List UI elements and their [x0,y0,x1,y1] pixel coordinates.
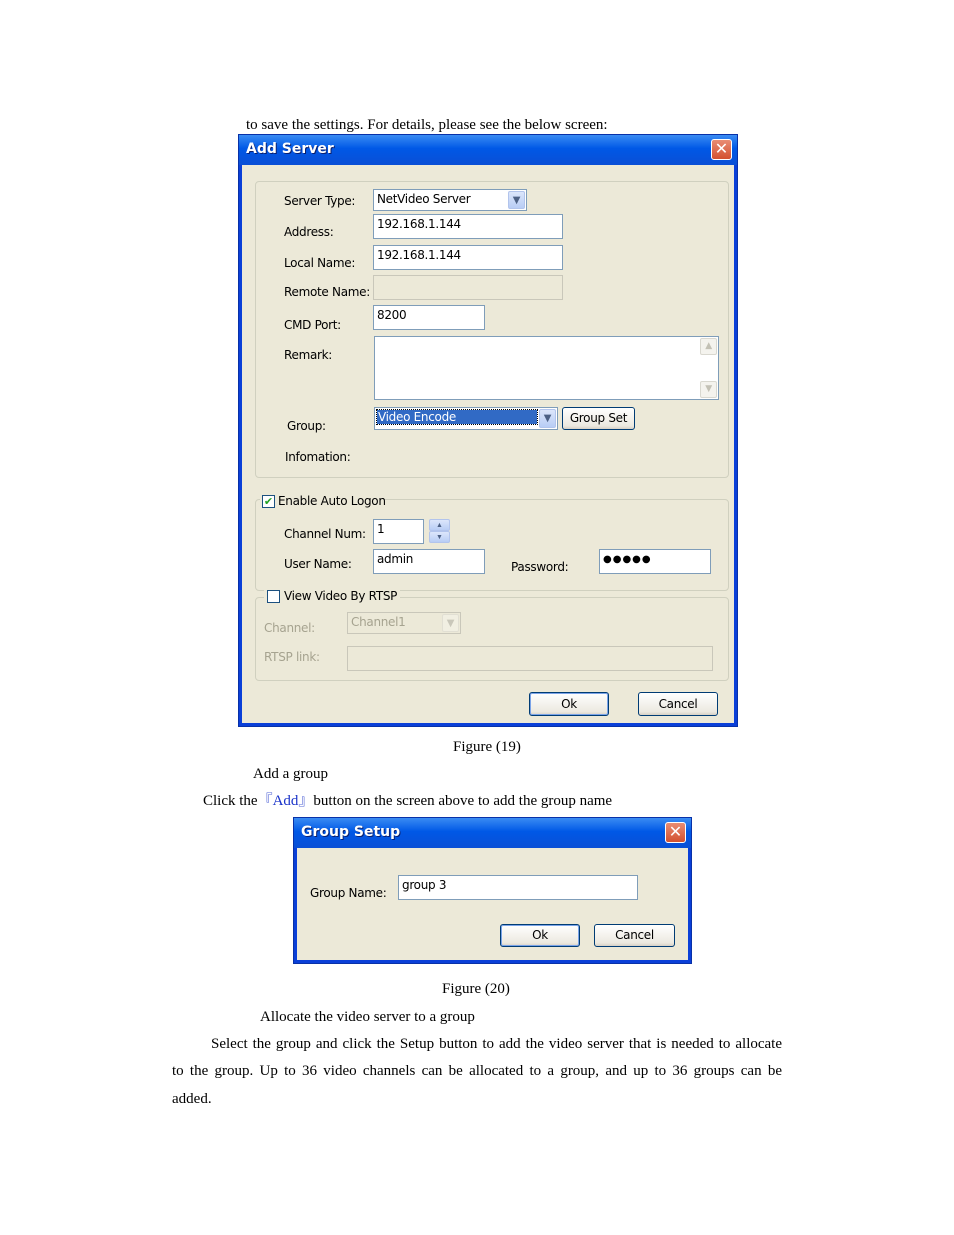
add-server-dialog [238,134,738,727]
chevron-down-icon[interactable]: ▼ [442,614,459,632]
rtsp-label: View Video By RTSP [284,589,398,603]
para-allocate-line-1: Select the group and click the Setup button to add the video server that is needed to allocate [211,1036,782,1052]
auto-logon-group [255,499,729,591]
scroll-down-icon[interactable]: ▼ [700,381,717,398]
para-add-post: button on the screen above to add the group name [313,793,613,809]
ok-button[interactable]: Ok [500,924,580,947]
user-name-label: User Name: [284,557,352,571]
remark-textarea[interactable] [374,336,719,400]
server-type-label: Server Type: [284,194,356,208]
group-label: Group: [287,419,326,433]
heading-add-group: Add a group [253,766,328,782]
channel-select[interactable] [347,612,461,634]
information-label: Infomation: [285,450,351,464]
group-set-button[interactable]: Group Set [562,407,635,430]
cmd-port-label: CMD Port: [284,318,341,332]
chevron-down-icon[interactable]: ▼ [539,409,556,428]
server-type-select[interactable] [373,189,527,211]
title-bar[interactable] [294,818,691,848]
remark-label: Remark: [284,348,333,362]
group-select[interactable] [374,407,558,430]
spin-down-icon[interactable]: ▼ [429,531,450,543]
dialog-client [242,165,734,723]
group-value: Video Encode [377,410,537,424]
remote-name-label: Remote Name: [284,285,370,299]
local-name-input[interactable]: 192.168.1.144 [373,245,563,270]
local-name-label: Local Name: [284,256,356,270]
heading-allocate: Allocate the video server to a group [260,1009,475,1025]
channel-num-input[interactable]: 1 [373,519,424,544]
channel-num-spinner[interactable] [429,519,451,543]
spin-up-icon[interactable]: ▲ [429,519,450,531]
dialog-client [297,848,688,960]
dialog-title: Add Server [246,141,334,157]
address-label: Address: [284,225,334,239]
close-icon[interactable]: ✕ [665,822,686,843]
intro-text: to save the settings. For details, please see the below screen: [246,117,608,133]
cancel-button[interactable]: Cancel [594,924,675,947]
figure-20-caption: Figure (20) [442,981,510,997]
password-label: Password: [511,560,569,574]
auto-logon-label: Enable Auto Logon [278,494,386,508]
rtsp-link-input[interactable] [347,646,713,671]
remote-name-input[interactable] [373,275,563,300]
para-add-pre: Click the [203,793,258,809]
close-icon[interactable]: ✕ [711,139,732,160]
channel-num-label: Channel Num: [284,527,366,541]
user-name-input[interactable]: admin [373,549,485,574]
para-allocate-line-3: added. [172,1091,212,1107]
group-setup-dialog [293,817,692,964]
rtsp-link-label: RTSP link: [264,650,320,664]
address-input[interactable]: 192.168.1.144 [373,214,563,239]
figure-19-caption: Figure (19) [453,739,521,755]
rtsp-header[interactable] [264,588,400,604]
group-name-input[interactable]: group 3 [398,875,638,900]
rtsp-checkbox[interactable] [267,590,280,603]
channel-value: Channel1 [351,615,406,629]
password-input[interactable]: ●●●●● [599,549,711,574]
dialog-title: Group Setup [301,824,401,840]
cmd-port-input[interactable]: 8200 [373,305,485,330]
scroll-up-icon[interactable]: ▲ [700,338,717,355]
cancel-button[interactable]: Cancel [638,692,718,716]
para-allocate-line-2: to the group. Up to 36 video channels can be allocated to a group, and up to 36 groups can be [172,1063,782,1079]
title-bar[interactable] [239,135,737,165]
auto-logon-header[interactable] [260,493,384,509]
para-add-group [203,792,612,810]
channel-label: Channel: [264,621,315,635]
group-name-label: Group Name: [310,886,387,900]
chevron-down-icon[interactable]: ▼ [508,191,525,209]
ok-button[interactable]: Ok [529,692,609,716]
auto-logon-checkbox[interactable]: ✔ [263,495,274,508]
add-link: 『Add』 [257,793,314,809]
server-type-value: NetVideo Server [377,192,471,206]
